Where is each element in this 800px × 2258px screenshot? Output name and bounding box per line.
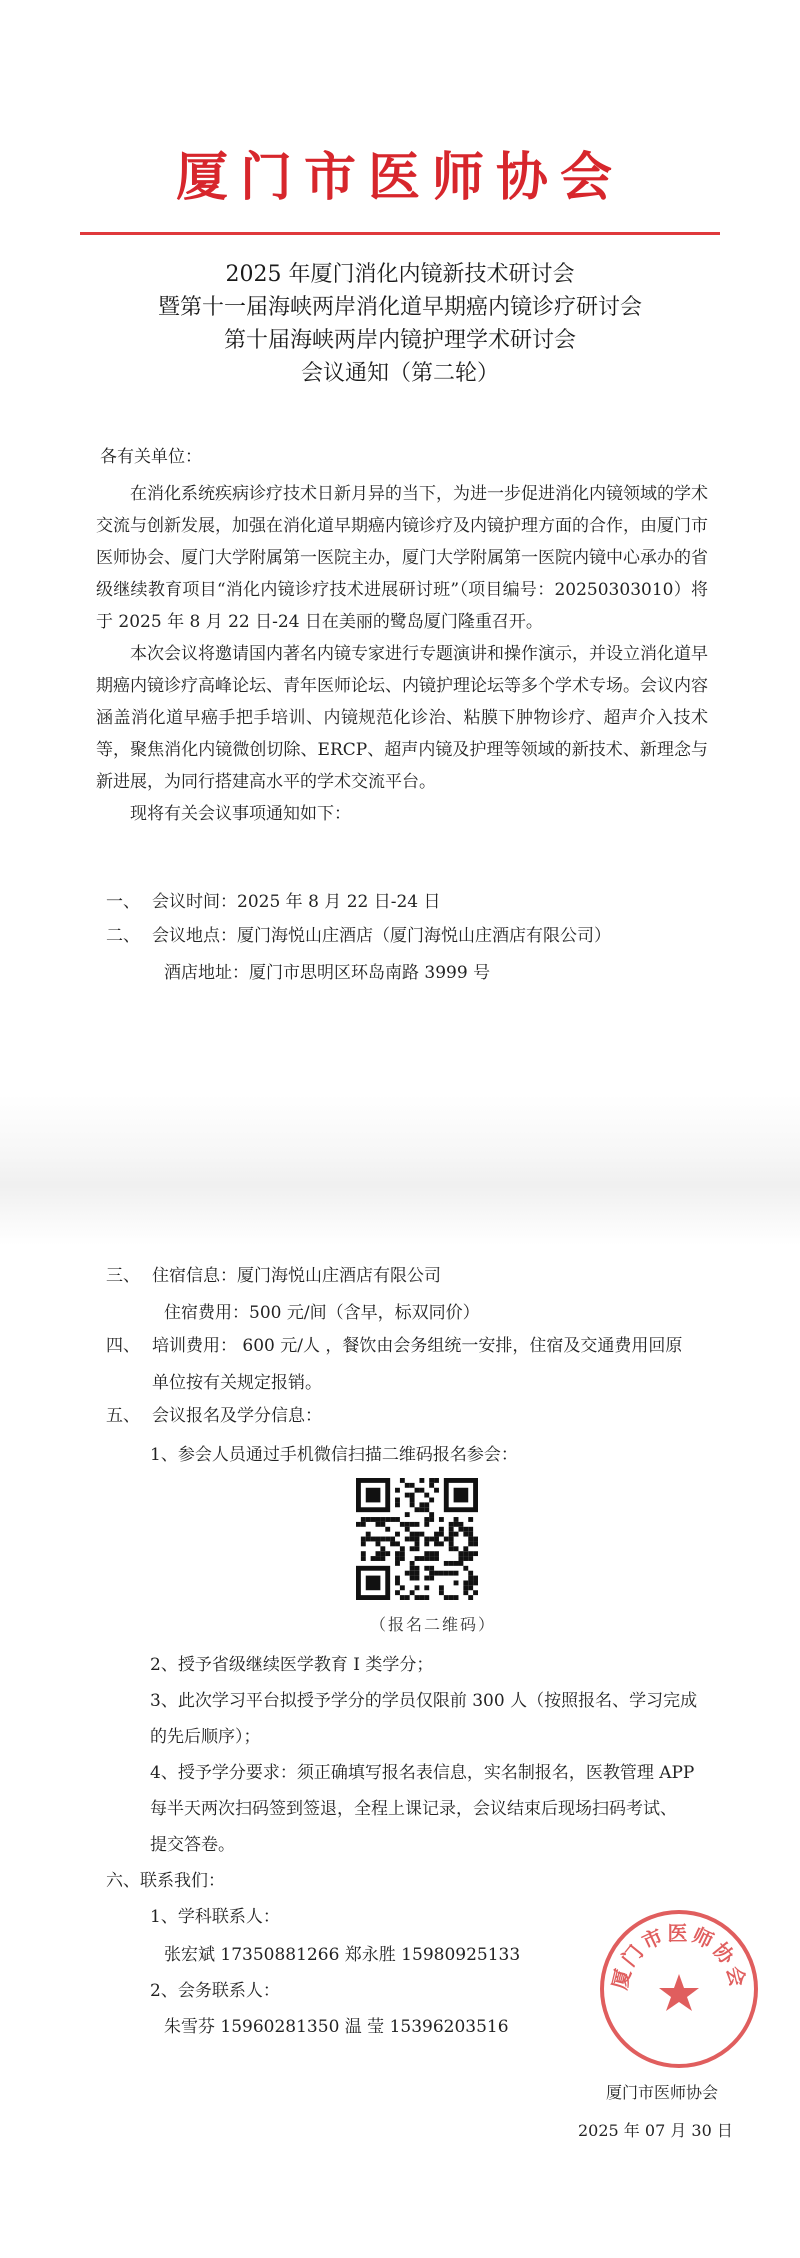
item-6-contact-us: 六、联系我们： — [106, 1871, 225, 1891]
title-line-3: 第十届海峡两岸内镜护理学术研讨会 — [223, 328, 576, 353]
item-5-number: 五、 — [106, 1406, 140, 1426]
registration-qr-code[interactable] — [356, 1478, 478, 1600]
item-4-number: 四、 — [106, 1336, 140, 1356]
letterhead-red-rule — [80, 232, 720, 235]
item-5-text: 会议报名及学分信息： — [152, 1406, 322, 1426]
item-2-number: 二、 — [106, 926, 140, 946]
registration-step-4-continued-1: 每半天两次扫码签到签退，全程上课记录，会议结束后现场扫码考试、 — [150, 1799, 677, 1819]
item-3-text: 住宿信息：厦门海悦山庄酒店有限公司 — [152, 1266, 441, 1286]
paragraph-1: 在消化系统疾病诊疗技术日新月异的当下，为进一步促进消化内镜领域的学术交流与创新发展，加强在消化道早期癌内镜诊疗及内镜护理方面的合作，由厦门市医师协会、厦门大学附属第一医院主办，厦门大学附属第一医院内镜中心承办的省级继续教育项目“消化内镜诊疗技术进展研讨班”（项目编号：20250303010）将于 2025 年 8 月 22 日-24 日在美丽的鹭岛厦门隆重召开。 — [96, 484, 708, 632]
registration-step-4: 4、授予学分要求：须正确填写报名表信息，实名制报名，医教管理 APP — [150, 1763, 695, 1783]
item-1-meeting-time — [106, 888, 441, 916]
item-1-text: 会议时间：2025 年 8 月 22 日-24 日 — [152, 892, 441, 912]
item-1-number: 一、 — [106, 892, 140, 912]
registration-step-3-continued: 的先后顺序）； — [150, 1727, 261, 1747]
qr-code-caption: （报名二维码） — [370, 1615, 497, 1634]
seal-text: 厦门市医师协会 — [607, 1920, 751, 1992]
issuing-organization: 厦门市医师协会 — [606, 2083, 719, 2102]
registration-step-2: 2、授予省级继续医学教育 I 类学分； — [150, 1655, 434, 1675]
registration-step-3: 3、此次学习平台拟授予学分的学员仅限前 300 人（按照报名、学习完成 — [150, 1691, 698, 1711]
academic-contact-heading: 1、学科联系人： — [150, 1907, 280, 1927]
seal-graphic — [604, 1914, 754, 2064]
item-4-training-fee — [106, 1332, 682, 1360]
paragraph-2: 本次会议将邀请国内著名内镜专家进行专题演讲和操作演示，并设立消化道早期癌内镜诊疗高峰论坛、青年医师论坛、内镜护理论坛等多个学术专场。会议内容涵盖消化道早癌手把手培训、内镜规范化诊治、粘膜下肿物诊疗、超声介入技术等，聚焦消化内镜微创切除、ERCP、超声内镜及护理等领域的新技术、新理念与新进展，为同行搭建高水平的学术交流平台。 — [96, 644, 708, 792]
notice-title-block — [0, 258, 800, 390]
hotel-address: 酒店地址：厦门市思明区环岛南路 3999 号 — [164, 963, 491, 983]
academic-contacts: 张宏斌 17350881266 郑永胜 15980925133 — [164, 1945, 521, 1965]
scan-gap-band — [0, 1095, 800, 1245]
org-letterhead-title: 厦门市医师协会 — [175, 147, 624, 208]
item-4-text-continued: 单位按有关规定报销。 — [152, 1373, 322, 1393]
item-2-meeting-venue — [106, 922, 611, 950]
title-line-4: 会议通知（第二轮） — [300, 361, 499, 386]
conference-contacts: 朱雪芬 15960281350 温 莹 15396203516 — [164, 2017, 509, 2037]
qr-code-graphic — [356, 1478, 478, 1600]
item-4-text: 培训费用： 600 元/人 ，餐饮由会务组统一安排，住宿及交通费用回原 — [152, 1336, 683, 1356]
issue-date: 2025 年 07 月 30 日 — [578, 2121, 733, 2140]
item-3-number: 三、 — [106, 1266, 140, 1286]
registration-step-1: 1、参会人员通过手机微信扫描二维码报名参会： — [150, 1445, 518, 1465]
item-5-registration — [106, 1402, 322, 1430]
salutation: 各有关单位： — [100, 447, 202, 467]
official-red-seal — [600, 1910, 758, 2068]
accommodation-fee: 住宿费用：500 元/间（含早，标双同价） — [164, 1303, 480, 1323]
paragraph-3: 现将有关会议事项通知如下： — [130, 804, 351, 824]
intro-paragraphs — [96, 478, 708, 830]
title-line-2: 暨第十一届海峡两岸消化道早期癌内镜诊疗研讨会 — [157, 295, 642, 320]
registration-step-4-continued-2: 提交答卷。 — [150, 1835, 235, 1855]
item-2-text: 会议地点：厦门海悦山庄酒店（厦门海悦山庄酒店有限公司） — [152, 926, 611, 946]
title-line-1: 2025 年厦门消化内镜新技术研讨会 — [225, 262, 575, 287]
item-3-accommodation — [106, 1262, 441, 1290]
conference-contact-heading: 2、会务联系人： — [150, 1981, 280, 2001]
